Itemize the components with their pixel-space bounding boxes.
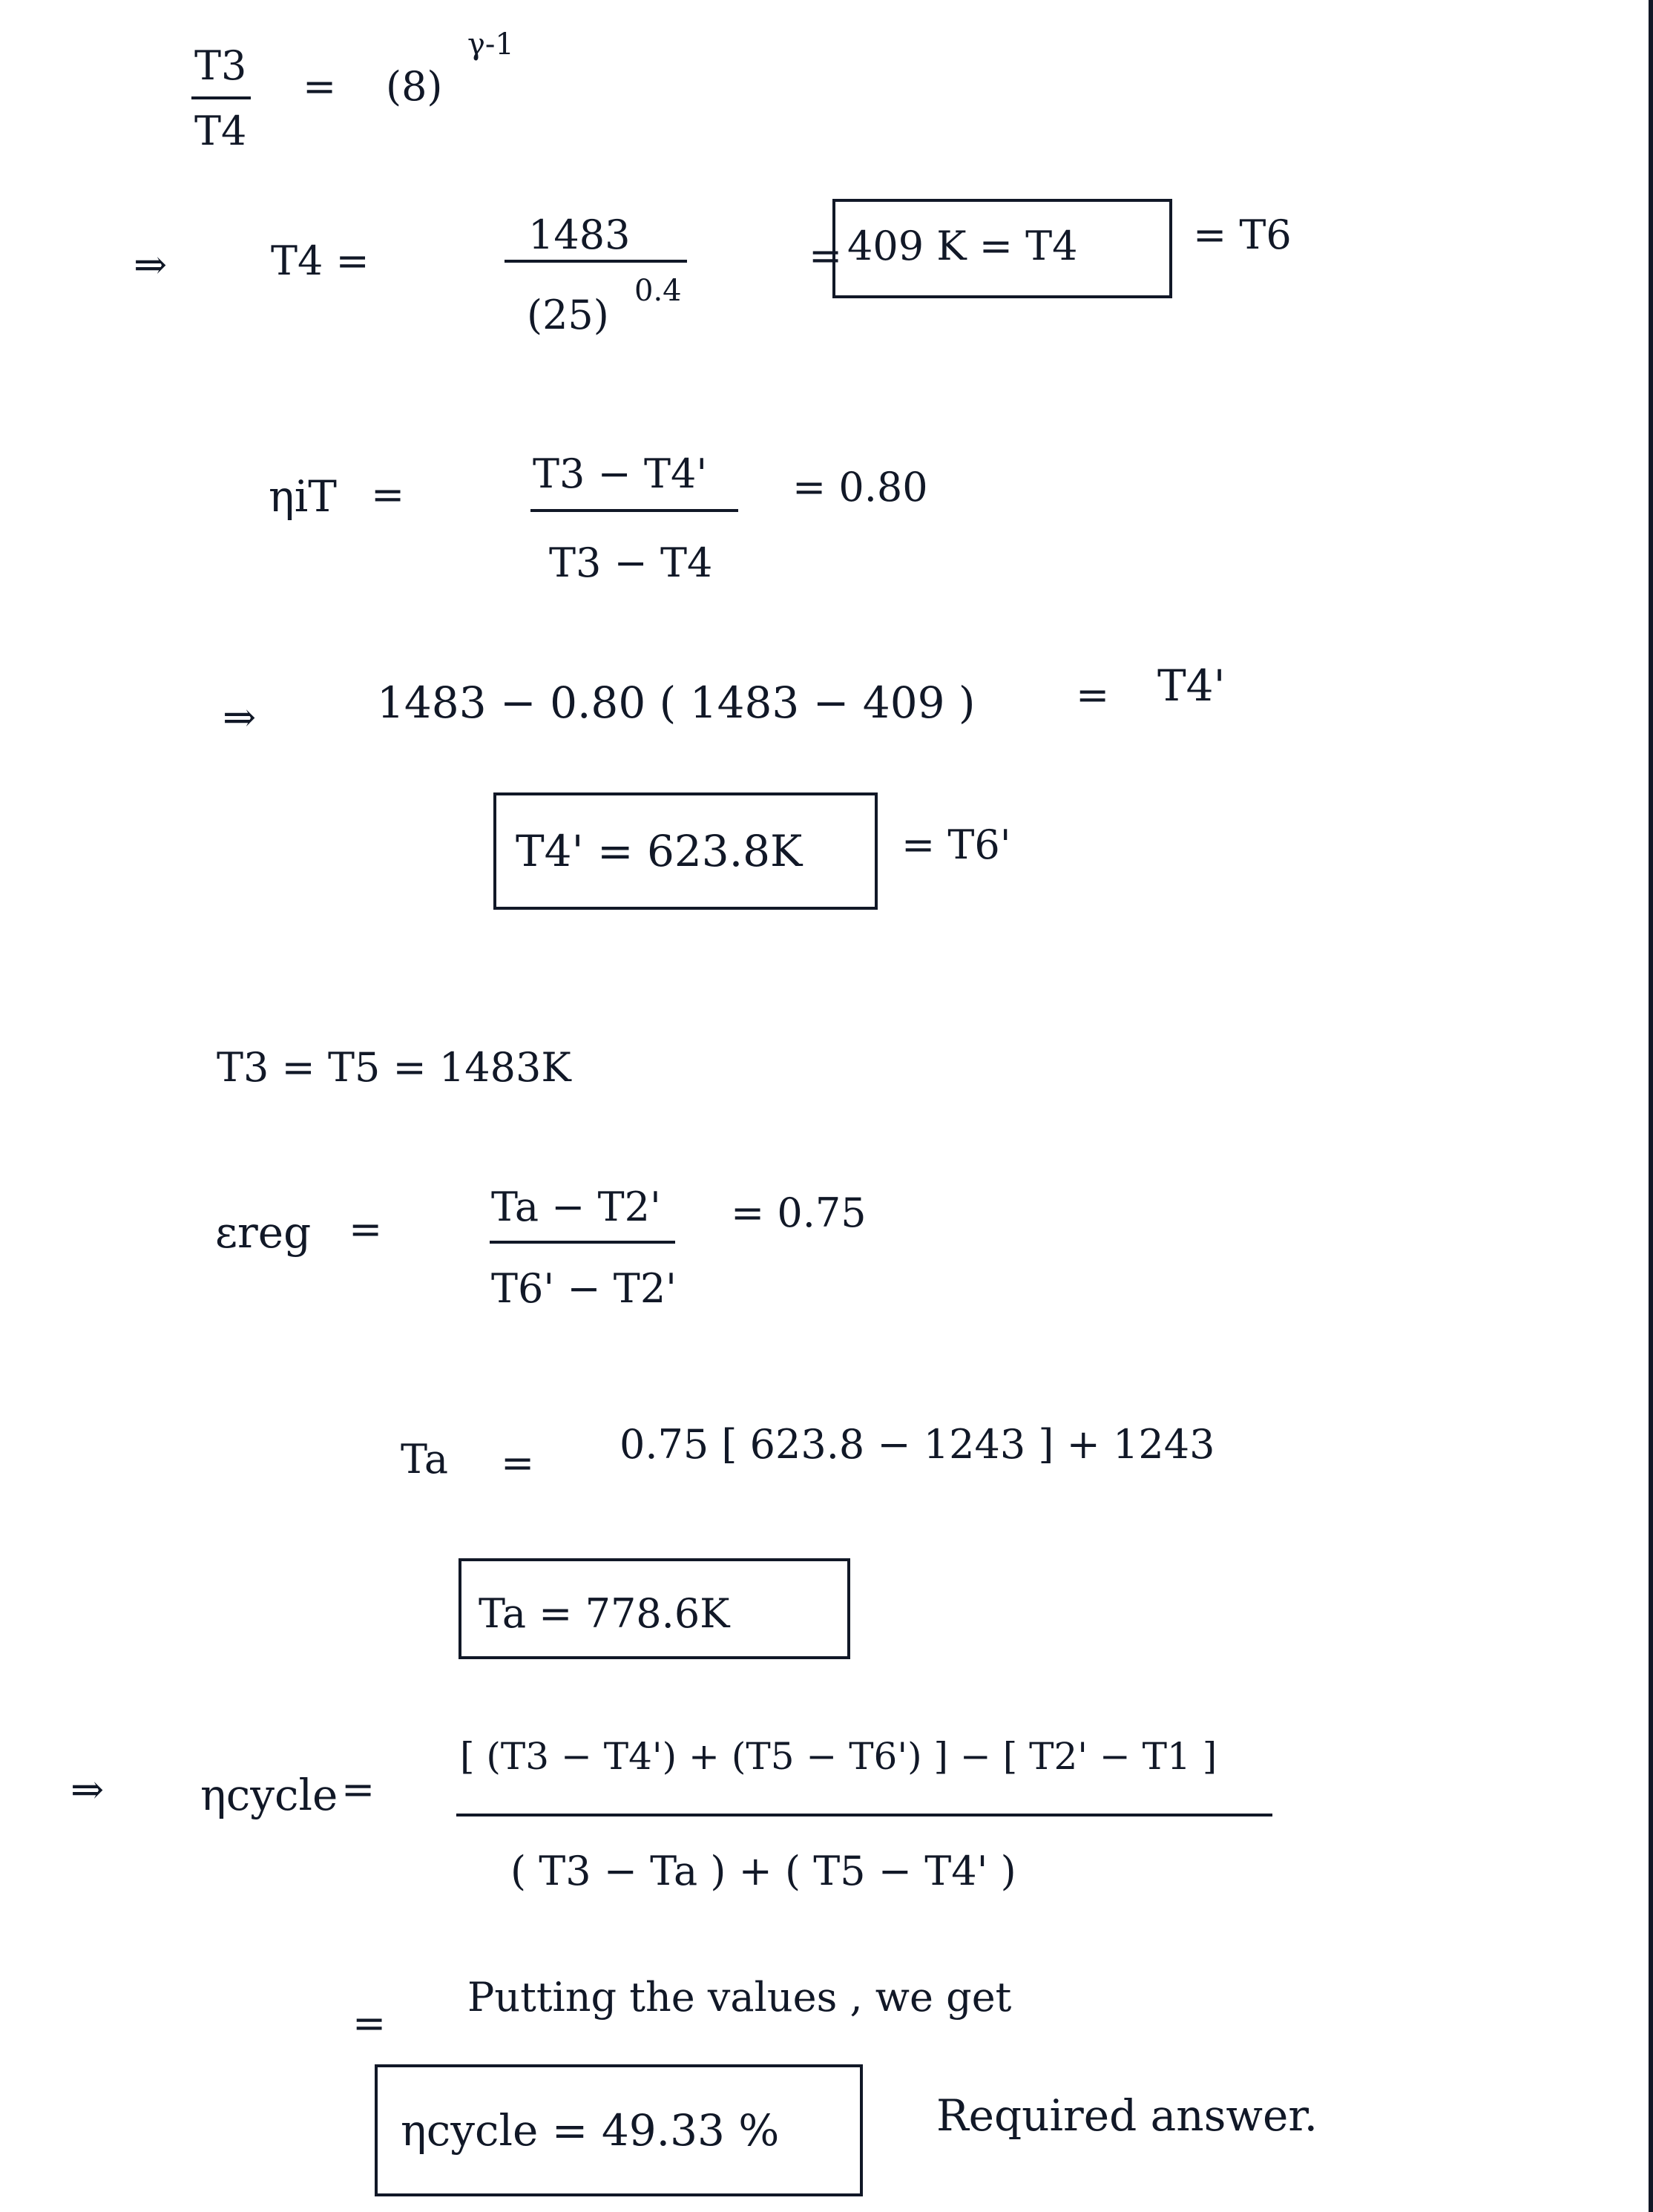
l12-after: Required answer. <box>936 2090 1318 2141</box>
page-edge <box>1649 0 1653 2212</box>
l2-lhs: T4 = <box>271 237 369 284</box>
l2-denominator-exponent: 0.4 <box>634 274 682 308</box>
l2-arrow: ⇒ <box>134 241 168 288</box>
l3-numerator: T3 − T4' <box>533 450 708 497</box>
l11-text: Putting the values , we get <box>467 1974 1012 2021</box>
l1-rhs: (8) <box>386 63 443 110</box>
l7-numerator: Ta − T2' <box>491 1184 661 1230</box>
l1-equals: = <box>303 63 337 110</box>
l2-numerator: 1483 <box>528 211 631 258</box>
l7-denominator: T6' − T2' <box>491 1265 677 1312</box>
l4-arrow: ⇒ <box>223 694 257 741</box>
l8-expression: 0.75 [ 623.8 − 1243 ] + 1243 <box>620 1421 1215 1468</box>
l7-result: = 0.75 <box>731 1189 867 1236</box>
l1-exponent: γ-1 <box>467 27 514 62</box>
l8-equals: = <box>501 1440 535 1486</box>
l11-equals: = <box>352 2000 387 2047</box>
l9-result-text: Ta = 778.6K <box>479 1590 730 1637</box>
l10-lhs: ηcycle <box>200 1770 338 1820</box>
l2-denominator: (25) <box>527 292 609 338</box>
l5-after: = T6' <box>901 821 1011 868</box>
l7-fraction-bar <box>490 1241 675 1244</box>
l3-lhs: ηiT <box>269 471 337 522</box>
l2-equals: = <box>809 232 843 279</box>
l7-equals: = <box>349 1206 383 1253</box>
l2-after: = T6 <box>1193 211 1292 258</box>
l3-equals: = <box>371 471 405 518</box>
l3-result: = 0.80 <box>792 464 928 511</box>
l1-lhs-denominator: T4 <box>194 108 247 154</box>
l6-text: T3 = T5 = 1483K <box>217 1044 571 1091</box>
l4-rhs: T4' <box>1157 660 1226 711</box>
l7-lhs: εreg <box>215 1207 312 1258</box>
l4-equals: = <box>1076 672 1110 718</box>
l5-result-text: T4' = 623.8K <box>516 826 803 876</box>
l10-equals: = <box>341 1766 375 1813</box>
l3-fraction-bar <box>530 509 738 512</box>
l1-lhs-numerator: T3 <box>194 42 247 89</box>
l2-fraction-bar <box>505 260 687 263</box>
l3-denominator: T3 − T4 <box>549 539 713 586</box>
l12-result-text: ηcycle = 49.33 % <box>401 2105 780 2156</box>
l10-numerator: [ (T3 − T4') + (T5 − T6') ] − [ T2' − T1 ] <box>460 1735 1217 1778</box>
l8-lhs: Ta <box>401 1436 449 1483</box>
l10-fraction-bar <box>456 1814 1272 1816</box>
l10-arrow: ⇒ <box>70 1766 105 1813</box>
l4-expression: 1483 − 0.80 ( 1483 − 409 ) <box>377 677 976 728</box>
l1-fraction-bar <box>191 96 251 99</box>
l2-result-text: 409 K = T4 <box>847 223 1078 269</box>
l10-denominator: ( T3 − Ta ) + ( T5 − T4' ) <box>510 1848 1016 1894</box>
